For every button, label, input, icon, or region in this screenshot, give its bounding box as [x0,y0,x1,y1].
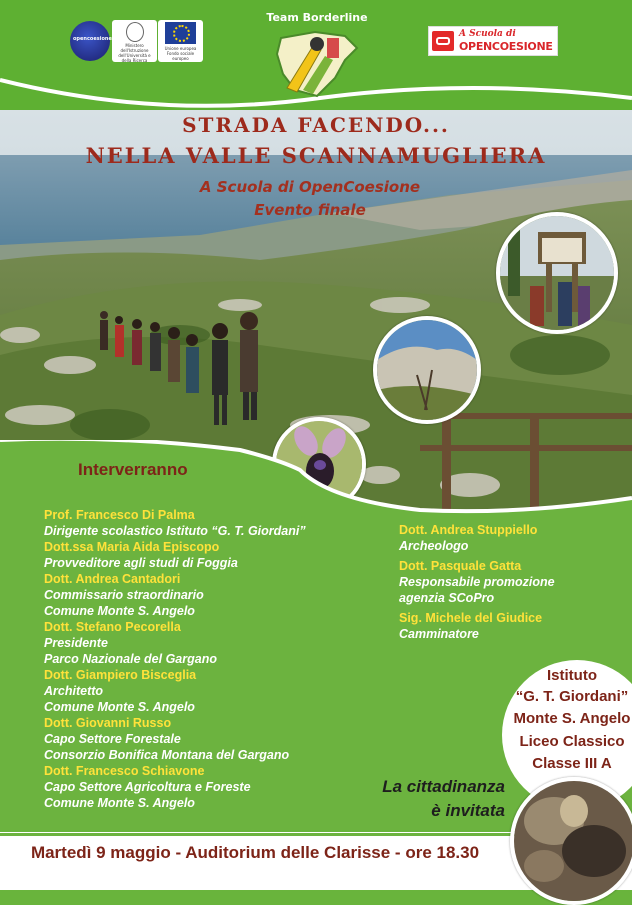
speaker-entry [44,667,364,715]
speaker-role: Presidente [44,636,108,650]
speaker-name: Dott. Pasquale Gatta [399,559,522,573]
speaker-name: Dott. Giovanni Russo [44,716,172,730]
speaker-entry [44,571,364,619]
invite-line-2: è invitata [431,801,505,820]
speaker-role: Archeologo [399,539,469,553]
speaker-entry [399,610,619,642]
pon-logo-text: opencoesione [73,36,112,42]
speaker-name: Dott. Francesco Schiavone [44,764,205,778]
speaker-name: Dott.ssa Maria Aida Episcopo [44,540,220,554]
speaker-entry [44,619,364,667]
republic-logo [112,20,157,62]
speaker-entry [44,539,364,571]
team-map-logo [275,30,360,100]
title-line-2: NELLA VALLE SCANNAMUGLIERA [85,143,547,168]
invitation-text [355,775,505,823]
photo-circle-rock [373,316,481,424]
eu-line-1: Unione europea [164,46,197,51]
speaker-name: Dott. Andrea Stuppiello [399,523,538,537]
eu-logo [158,20,203,62]
speaker-name: Dott. Giampiero Bisceglia [44,668,197,682]
opencoesione-logo [428,26,558,56]
pon-logo [70,21,110,61]
invite-line-1: La cittadinanza [382,777,505,796]
ministry-line-1: Ministero dell'Istruzione [120,43,149,53]
speakers-heading: Interverranno [78,460,188,479]
speaker-role: Dirigente scolastico Istituto “G. T. Giordani” [44,524,306,538]
speaker-name: Sig. Michele del Giudice [399,611,543,625]
speaker-entry [44,763,364,811]
speaker-name: Prof. Francesco Di Palma [44,508,195,522]
speakers-right-column [399,522,619,642]
eu-line-2: Fondo sociale europeo [166,51,195,61]
speaker-role: Capo Settore Agricoltura e Foreste [44,780,251,794]
speaker-entry [399,558,619,606]
speaker-role: Architetto [44,684,104,698]
institute-line-4: Liceo Classico [519,733,625,750]
speaker-entry [44,507,364,539]
title-line-1: STRADA FACENDO... [182,113,450,137]
team-label: Team Borderline [266,11,368,24]
event-details: Martedì 9 maggio - Auditorium delle Clarisse - ore 18.30 [30,843,480,862]
eu-flag-icon [165,22,196,44]
ministry-line-2: dell'Università e della Ricerca [118,53,151,63]
institute-line-5: Classe III A [532,755,612,772]
speaker-role: Provveditore agli studi di Foggia [44,556,238,570]
opencoesione-icon [432,31,454,51]
institute-line-3: Monte S. Angelo [513,710,631,727]
institute-line-1: Istituto [547,667,597,684]
speaker-role: Consorzio Bonifica Montana del Gargano [44,748,290,762]
speaker-name: Dott. Andrea Cantadori [44,572,181,586]
institute-line-2: “G. T. Giordani” [515,688,629,705]
speaker-role: Comune Monte S. Angelo [44,796,195,810]
speaker-role: Capo Settore Forestale [44,732,181,746]
speaker-role: Comune Monte S. Angelo [44,604,195,618]
photo-circle-signboard [496,212,618,334]
speaker-role: Camminatore [399,627,479,641]
speaker-role: Comune Monte S. Angelo [44,700,195,714]
speaker-name: Dott. Stefano Pecorella [44,620,181,634]
emblem-icon [126,22,144,42]
speakers-left-column [44,507,364,811]
speaker-role: Commissario straordinario [44,588,204,602]
speaker-entry [44,715,364,763]
speaker-role: agenzia SCoPro [399,591,495,605]
photo-circle-fresco [510,777,632,905]
speaker-entry [399,522,619,554]
speaker-role: Parco Nazionale del Gargano [44,652,217,666]
subtitle-line-1: A Scuola di OpenCoesione [199,178,421,196]
asoc-line-2: OPENCOESIONE [459,40,553,53]
asoc-line-1: A Scuola di [459,29,516,39]
subtitle-line-2: Evento finale [254,201,366,219]
speaker-role: Responsabile promozione [399,575,555,589]
